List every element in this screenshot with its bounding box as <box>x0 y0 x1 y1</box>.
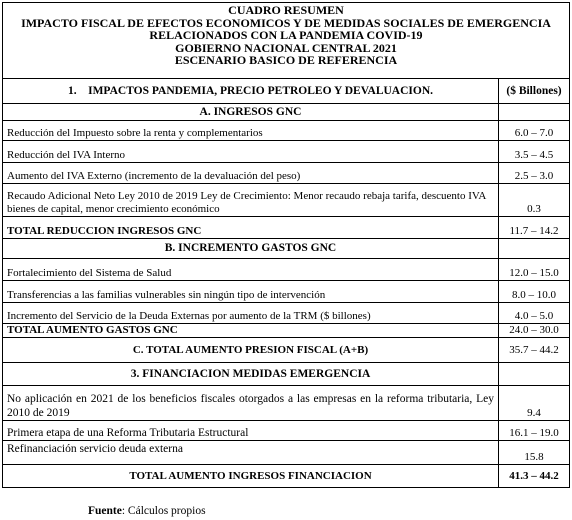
empty-cell <box>499 239 570 259</box>
table-row <box>3 141 570 163</box>
section-b-title: B. INCREMENTO GASTOS GNC <box>3 239 499 259</box>
title-line-5: ESCENARIO BASICO DE REFERENCIA <box>174 53 398 68</box>
table-row <box>3 324 570 338</box>
total-value: 11.7 – 14.2 <box>499 217 570 239</box>
row-label: Recaudo Adicional Neto Ley 2010 de 2019 Ley de Crecimiento: Menor recaudo rebaja tarifa, descuento IVA bienes de capital, menor crecimiento económico <box>3 184 499 217</box>
table-title <box>3 3 570 79</box>
row-value: 9.4 <box>499 386 570 421</box>
row-value: 0.3 <box>499 184 570 217</box>
row-value: 3.5 – 4.5 <box>499 141 570 163</box>
row-value: 8.0 – 10.0 <box>499 281 570 303</box>
table-row <box>3 259 570 281</box>
table-row <box>3 303 570 324</box>
table-row <box>3 217 570 239</box>
column-header-unit: ($ Billones) <box>499 79 570 104</box>
row-label: Fortalecimiento del Sistema de Salud <box>3 259 499 281</box>
row-value: 16.1 – 19.0 <box>499 421 570 441</box>
total-value: 24.0 – 30.0 <box>499 324 570 338</box>
summary-document <box>2 2 569 488</box>
row-value: 2.5 – 3.0 <box>499 163 570 184</box>
row-value: 6.0 – 7.0 <box>499 121 570 141</box>
total-label: TOTAL REDUCCION INGRESOS GNC <box>3 217 499 239</box>
title-line-4: GOBIERNO NACIONAL CENTRAL 2021 <box>175 40 397 55</box>
title-line-2: IMPACTO FISCAL DE EFECTOS ECONOMICOS Y DE MEDIDAS SOCIALES DE EMERGENCIA <box>21 15 551 30</box>
table-row <box>3 441 570 465</box>
table-row <box>3 163 570 184</box>
table-row <box>3 281 570 303</box>
empty-cell <box>499 363 570 386</box>
title-line-1: CUADRO RESUMEN <box>228 3 344 17</box>
row-value: 12.0 – 15.0 <box>499 259 570 281</box>
row-label: Aumento del IVA Externo (incremento de la devaluación del peso) <box>3 163 499 184</box>
column-header-concept: 1. IMPACTOS PANDEMIA, PRECIO PETROLEO Y DEVALUACION. <box>3 79 499 104</box>
section-c-total-value: 35.7 – 44.2 <box>499 338 570 363</box>
table-row <box>3 184 570 217</box>
table-row <box>3 421 570 441</box>
row-label: No aplicación en 2021 de los beneficios fiscales otorgados a las empresas en la reforma tributaria, Ley 2010 de 2019 <box>3 386 499 421</box>
source-label: Fuente <box>88 505 122 517</box>
section-3-title: 3. FINANCIACION MEDIDAS EMERGENCIA <box>3 363 499 386</box>
empty-cell <box>499 104 570 121</box>
table-row <box>3 386 570 421</box>
row-label: Incremento del Servicio de la Deuda Externas por aumento de la TRM ($ billones) <box>3 303 499 324</box>
title-line-3: RELACIONADOS CON LA PANDEMIA COVID-19 <box>149 28 423 43</box>
total-value: 41.3 – 44.2 <box>499 465 570 488</box>
source-text: : Cálculos propios <box>121 505 206 517</box>
total-label: TOTAL AUMENTO GASTOS GNC <box>3 324 499 338</box>
table-row <box>3 121 570 141</box>
total-label: TOTAL AUMENTO INGRESOS FINANCIACION <box>3 465 499 488</box>
source-note <box>88 504 206 518</box>
row-value: 15.8 <box>499 441 570 465</box>
section-a-title: A. INGRESOS GNC <box>3 104 499 121</box>
fiscal-impact-table <box>2 2 570 488</box>
row-label: Reducción del IVA Interno <box>3 141 499 163</box>
table-row <box>3 465 570 488</box>
row-label: Transferencias a las familias vulnerables sin ningún tipo de intervención <box>3 281 499 303</box>
row-label: Primera etapa de una Reforma Tributaria Estructural <box>3 421 499 441</box>
row-value: 4.0 – 5.0 <box>499 303 570 324</box>
section-c-total-label: C. TOTAL AUMENTO PRESION FISCAL (A+B) <box>3 338 499 363</box>
row-label: Reducción del Impuesto sobre la renta y complementarios <box>3 121 499 141</box>
row-label: Refinanciación servicio deuda externa <box>3 441 499 465</box>
